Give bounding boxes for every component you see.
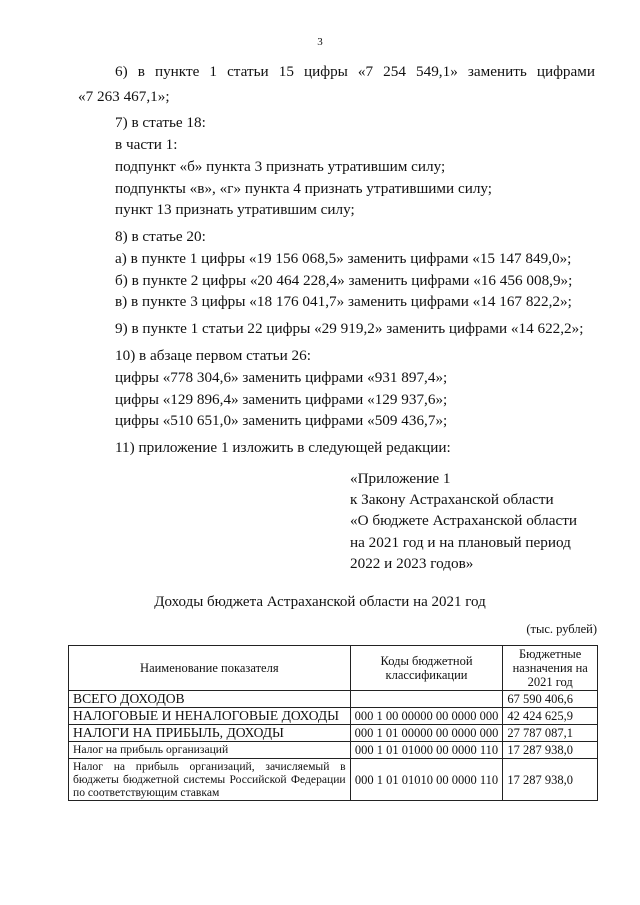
appendix-header-line: «Приложение 1 [350, 470, 451, 487]
row-code: 000 1 01 01000 00 0000 110 [350, 742, 503, 759]
appendix-header-line: на 2021 год и на плановый период [350, 533, 571, 551]
row-amount: 27 787 087,1 [503, 725, 598, 742]
table-row [69, 759, 598, 801]
row-name: Налог на прибыль организаций, зачисляемый в бюджеты бюджетной системы Российской Федерации по соответствующим ставкам [69, 759, 351, 801]
table-row [69, 742, 598, 759]
amendment-line: в) в пункте 3 цифры «18 176 041,7» заменить цифрами «14 167 822,2»; [115, 293, 572, 310]
amendment-line: в части 1: [115, 136, 178, 153]
amendment-line: подпункты «в», «г» пункта 4 признать утратившими силу; [115, 180, 493, 197]
row-name: ВСЕГО ДОХОДОВ [69, 691, 351, 708]
header-code: Коды бюджетной классификации [350, 646, 503, 691]
amendment-line: 9) в пункте 1 статьи 22 цифры «29 919,2» заменить цифрами «14 622,2»; [115, 320, 584, 337]
table-title: Доходы бюджета Астраханской области на 2021 год [154, 594, 486, 610]
appendix-header-line: 2022 и 2023 годов» [350, 554, 474, 572]
row-code: 000 1 00 00000 00 0000 000 [350, 708, 503, 725]
units-label: (тыс. рублей) [526, 622, 597, 636]
amendment-line: а) в пункте 1 цифры «19 156 068,5» заменить цифрами «15 147 849,0»; [115, 250, 572, 267]
row-code: 000 1 01 00000 00 0000 000 [350, 725, 503, 742]
amendment-line: цифры «778 304,6» заменить цифрами «931 897,4»; [115, 369, 448, 386]
appendix-header-line: «О бюджете Астраханской области [350, 512, 577, 530]
table-row [69, 691, 598, 708]
amendment-line: цифры «510 651,0» заменить цифрами «509 436,7»; [115, 412, 448, 429]
row-name: Налог на прибыль организаций [69, 742, 351, 759]
table-row [69, 725, 598, 742]
amendment-line: 8) в статье 20: [115, 228, 206, 245]
header-name: Наименование показателя [69, 646, 351, 691]
row-name: НАЛОГИ НА ПРИБЫЛЬ, ДОХОДЫ [69, 725, 351, 742]
page-number: 3 [317, 36, 323, 48]
appendix-header [350, 468, 610, 574]
row-amount: 67 590 406,6 [503, 691, 598, 708]
revenue-table [68, 645, 598, 801]
row-amount: 42 424 625,9 [503, 708, 598, 725]
appendix-header-line: к Закону Астраханской области [350, 491, 554, 509]
row-code: 000 1 01 01010 00 0000 110 [350, 759, 503, 801]
amendment-line: 6) в пункте 1 статьи 15 цифры «7 254 549,1» заменить цифрами [115, 63, 595, 80]
amendment-line: подпункт «б» пункта 3 признать утратившим силу; [115, 158, 446, 175]
row-amount: 17 287 938,0 [503, 759, 598, 801]
header-amount: Бюджетные назначения на 2021 год [503, 646, 598, 691]
amendment-line: 10) в абзаце первом статьи 26: [115, 347, 311, 364]
row-code [350, 691, 503, 708]
table-row [69, 708, 598, 725]
row-amount: 17 287 938,0 [503, 742, 598, 759]
row-name: НАЛОГОВЫЕ И НЕНАЛОГОВЫЕ ДОХОДЫ [69, 708, 351, 725]
amendment-line: цифры «129 896,4» заменить цифрами «129 937,6»; [115, 391, 448, 408]
amendment-line: «7 263 467,1»; [78, 88, 170, 105]
amendment-line: б) в пункте 2 цифры «20 464 228,4» заменить цифрами «16 456 008,9»; [115, 272, 573, 289]
table-header-row [69, 646, 598, 691]
amendment-line: 11) приложение 1 изложить в следующей редакции: [115, 439, 451, 456]
amendment-line: 7) в статье 18: [115, 114, 206, 131]
amendment-line: пункт 13 признать утратившим силу; [115, 201, 355, 218]
